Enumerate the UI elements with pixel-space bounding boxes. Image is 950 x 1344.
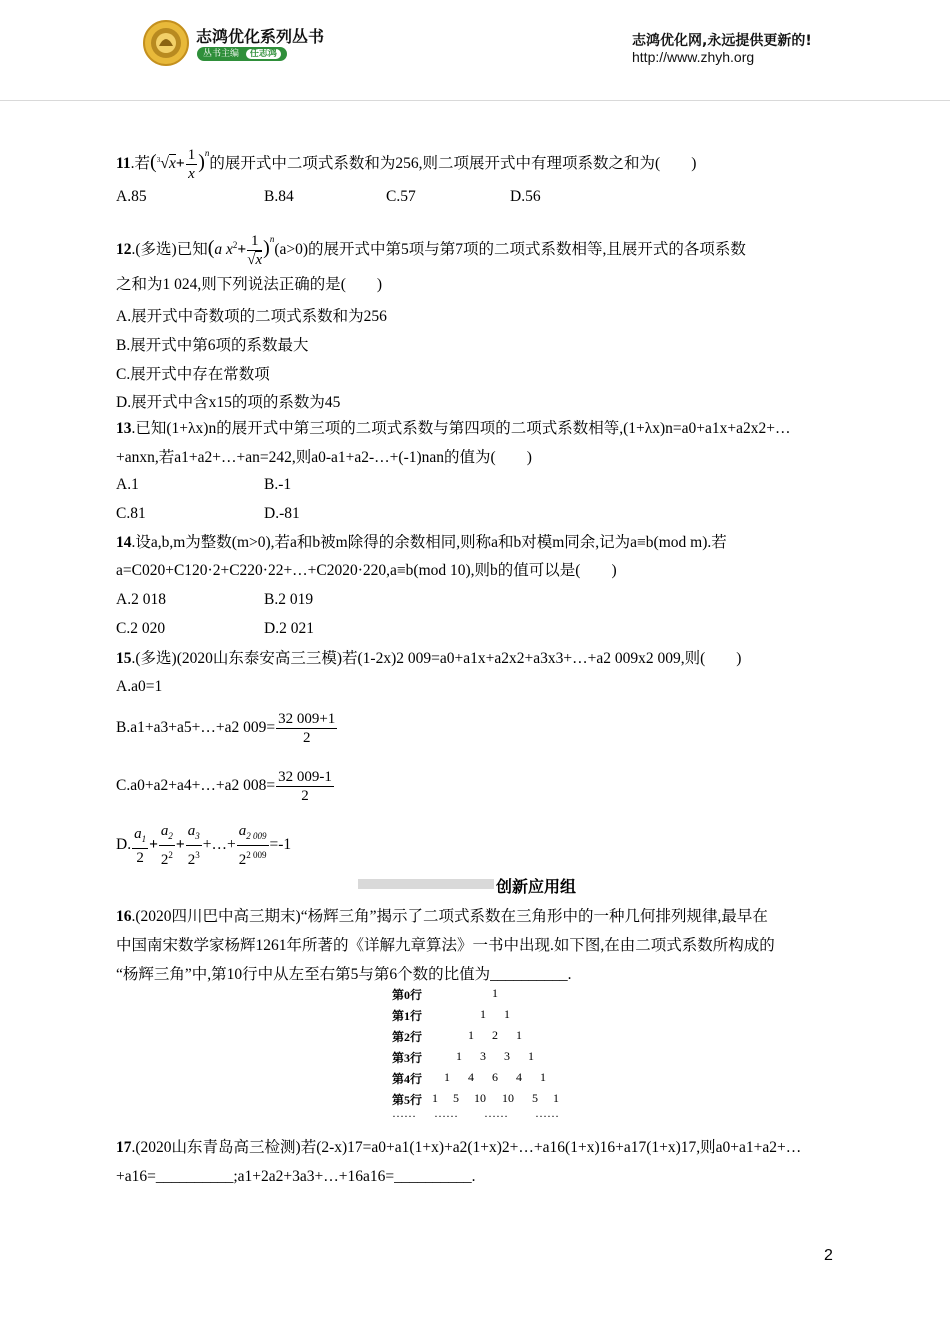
- row-label: 第0行: [392, 988, 423, 1002]
- row-label: 第3行: [392, 1051, 423, 1065]
- pascal-value: 1: [504, 1007, 510, 1021]
- option[interactable]: B.a1+a3+a5+…+a2 009= $\frac{32 009+1}{2}$: [116, 710, 336, 746]
- q12-binomial: (: [207, 237, 215, 259]
- pascal-value: 1: [516, 1028, 522, 1042]
- q16-stem-line2: 中国南宋数学家杨辉1261年所著的《详解九章算法》一书中出现.如下图,在由二项式系数所构成的: [116, 937, 775, 954]
- q11-stem: 11.若($^3$√x+ $\frac{1}{x}$ )$^n$的展开式中二项式系数和为256,则二项展开式中有理项系数之和为( ): [116, 146, 697, 182]
- q13-number: 13: [116, 420, 132, 437]
- q14-stem: 14.设a,b,m为整数(m>0),若a和b被m除得的余数相同,则称a和b对模m同余,记为a≡b(mod m).若: [116, 534, 727, 551]
- q11-number: 11: [116, 155, 131, 172]
- q17-number: 17: [116, 1139, 132, 1156]
- pascal-value: 1: [468, 1028, 474, 1042]
- q16-number: 16: [116, 908, 132, 925]
- section-title: 创新应用组: [496, 877, 577, 896]
- series-title: 志鸿优化系列丛书: [196, 27, 325, 46]
- option[interactable]: D. $\frac{a_1}{2}$ + $\frac{a_2}{2^2}$ + $\frac{a_3}{2^3}$ +…+ $\frac{a_{2 009}}{2^{2 009}}$ =-1: [116, 823, 292, 868]
- row-label: 第5行: [392, 1093, 423, 1107]
- option[interactable]: C.a0+a2+a4+…+a2 008= $\frac{32 009-1}{2}$: [116, 768, 332, 804]
- logo-seal-icon: [143, 20, 189, 66]
- q17-stem: 17.(2020山东青岛高三检测)若(2-x)17=a0+a1(1+x)+a2(1+x)2+…+a16(1+x)16+a17(1+x)17,则a0+a1+a2+…: [116, 1139, 802, 1156]
- q16-stem-line3: “杨辉三角”中,第10行中从左至右第5与第6个数的比值为__________.: [116, 966, 572, 983]
- row-label: 第1行: [392, 1009, 423, 1023]
- pascal-value: 1: [553, 1091, 559, 1105]
- pascal-value: 3: [480, 1049, 486, 1063]
- pascal-value: 10: [474, 1091, 486, 1105]
- pascal-dots: ……: [535, 1106, 559, 1120]
- pascal-value: 5: [532, 1091, 538, 1105]
- slogan: 志鸿优化网,永远提供更新的!: [632, 33, 812, 49]
- option[interactable]: C.展开式中存在常数项: [116, 366, 270, 383]
- option[interactable]: A.a0=1: [116, 678, 163, 695]
- site-url[interactable]: http://www.zhyh.org: [632, 49, 755, 65]
- option[interactable]: D.56: [510, 188, 541, 205]
- option[interactable]: C.57: [386, 188, 416, 205]
- pascal-value: 1: [492, 986, 498, 1000]
- q15-stem: 15.(多选)(2020山东泰安高三三模)若(1-2x)2 009=a0+a1x+a2x2+a3x3+…+a2 009x2 009,则( ): [116, 650, 742, 667]
- pascal-dots: ……: [434, 1106, 458, 1120]
- pascal-value: 10: [502, 1091, 514, 1105]
- pascal-value: 2: [492, 1028, 498, 1042]
- q14-number: 14: [116, 534, 132, 551]
- pascal-triangle: [392, 986, 572, 1121]
- q17-stem-line2: +a16=__________;a1+2a2+3a3+…+16a16=__________.: [116, 1168, 476, 1185]
- q15-number: 15: [116, 650, 132, 667]
- q12-stem-line2: 之和为1 024,则下列说法正确的是( ): [116, 276, 383, 293]
- q16-stem: 16.(2020四川巴中高三期末)“杨辉三角”揭示了二项式系数在三角形中的一种几何排列规律,最早在: [116, 908, 768, 925]
- option[interactable]: D.2 021: [264, 620, 314, 637]
- pascal-value: 4: [516, 1070, 522, 1084]
- row-label: 第4行: [392, 1072, 423, 1086]
- section-bar: [358, 879, 494, 889]
- pascal-value: 1: [528, 1049, 534, 1063]
- pascal-value: 1: [540, 1070, 546, 1084]
- option[interactable]: A.展开式中奇数项的二项式系数和为256: [116, 308, 387, 325]
- pascal-dots: ……: [392, 1106, 416, 1120]
- pascal-value: 1: [432, 1091, 438, 1105]
- pascal-dots: ……: [484, 1106, 508, 1120]
- q12-number: 12: [116, 241, 132, 258]
- q14-stem-line2: a=C020+C120·2+C220·22+…+C2020·220,a≡b(mod 10),则b的值可以是( ): [116, 562, 617, 579]
- option[interactable]: B.2 019: [264, 591, 314, 608]
- option[interactable]: A.85: [116, 188, 147, 205]
- editor-badge: [197, 47, 287, 61]
- option[interactable]: D.展开式中含x15的项的系数为45: [116, 394, 341, 411]
- option[interactable]: B.展开式中第6项的系数最大: [116, 337, 309, 354]
- q11-binomial: (: [150, 151, 157, 173]
- pascal-value: 6: [492, 1070, 498, 1084]
- pascal-value: 4: [468, 1070, 474, 1084]
- pascal-value: 3: [504, 1049, 510, 1063]
- option[interactable]: C.81: [116, 505, 146, 522]
- option[interactable]: C.2 020: [116, 620, 166, 637]
- header: [0, 0, 950, 110]
- row-label: 第2行: [392, 1030, 423, 1044]
- q12-stem: 12.(多选)已知(a $x^2+$ $\frac{1}{√x}$ )$^n$(a>0)的展开式中第5项与第7项的二项式系数相等,且展开式的各项系数: [116, 232, 746, 268]
- header-rule: [0, 100, 950, 101]
- q13-stem: 13.已知(1+λx)n的展开式中第三项的二项式系数与第四项的二项式系数相等,(1+λx)n=a0+a1x+a2x2+…: [116, 420, 791, 437]
- editor-label: 丛书主编: [203, 49, 240, 59]
- pascal-value: 1: [480, 1007, 486, 1021]
- pascal-value: 5: [453, 1091, 459, 1105]
- page-number: 2: [824, 1247, 833, 1264]
- option[interactable]: D.-81: [264, 505, 300, 522]
- editor-name: 任志鸿: [246, 49, 281, 59]
- option[interactable]: A.1: [116, 476, 139, 493]
- option[interactable]: B.84: [264, 188, 294, 205]
- option[interactable]: A.2 018: [116, 591, 166, 608]
- q13-stem-line2: +anxn,若a1+a2+…+an=242,则a0-a1+a2-…+(-1)nan的值为( ): [116, 449, 532, 466]
- option[interactable]: B.-1: [264, 476, 292, 493]
- pascal-value: 1: [444, 1070, 450, 1084]
- pascal-value: 1: [456, 1049, 462, 1063]
